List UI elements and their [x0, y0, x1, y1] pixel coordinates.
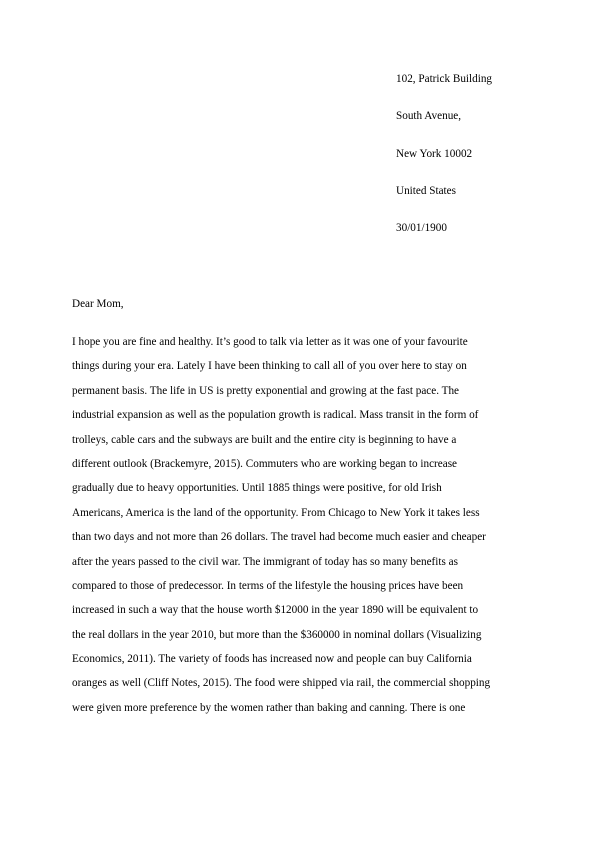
body-line: than two days and not more than 26 dollars. The travel had become much easier and cheaper: [72, 531, 486, 544]
body-line: Economics, 2011). The variety of foods has increased now and people can buy California: [72, 653, 472, 666]
body-line: industrial expansion as well as the population growth is radical. Mass transit in the form of: [72, 409, 479, 422]
body-line: after the years passed to the civil war. The immigrant of today has so many benefits as: [72, 555, 458, 568]
salutation: Dear Mom,: [72, 298, 124, 310]
address-line-street: 102, Patrick Building: [396, 73, 493, 85]
address-line-country: United States: [396, 184, 456, 197]
sender-address: [396, 71, 586, 257]
body-line: the real dollars in the year 2010, but more than the $360000 in nominal dollars (Visualizing: [72, 628, 482, 641]
body-line: oranges as well (Cliff Notes, 2015). The food were shipped via rail, the commercial shopping: [72, 677, 491, 690]
body-line: compared to those of predecessor. In terms of the lifestyle the housing prices have been: [72, 579, 464, 592]
body-line: I hope you are fine and healthy. It’s good to talk via letter as it was one of your favourite: [72, 336, 468, 348]
body-line: things during your era. Lately I have been thinking to call all of you over here to stay on: [72, 360, 467, 373]
body-line: increased in such a way that the house worth $12000 in the year 1890 will be equivalent to: [72, 604, 479, 617]
body-line: Americans, America is the land of the opportunity. From Chicago to New York it takes less: [72, 506, 480, 519]
body-line: gradually due to heavy opportunities. Until 1885 things were positive, for old Irish: [72, 482, 442, 495]
letter-body: [72, 334, 532, 724]
body-line: different outlook (Brackemyre, 2015). Commuters who are working began to increase: [72, 457, 458, 470]
body-line: were given more preference by the women rather than baking and canning. There is one: [72, 701, 466, 714]
body-line: trolleys, cable cars and the subways are built and the entire city is beginning to have a: [72, 433, 457, 446]
letter-date: 30/01/1900: [396, 222, 447, 235]
address-line-city: New York 10002: [396, 147, 473, 160]
body-line: permanent basis. The life in US is pretty exponential and growing at the fast pace. The: [72, 384, 460, 397]
address-line-avenue: South Avenue,: [396, 110, 462, 123]
